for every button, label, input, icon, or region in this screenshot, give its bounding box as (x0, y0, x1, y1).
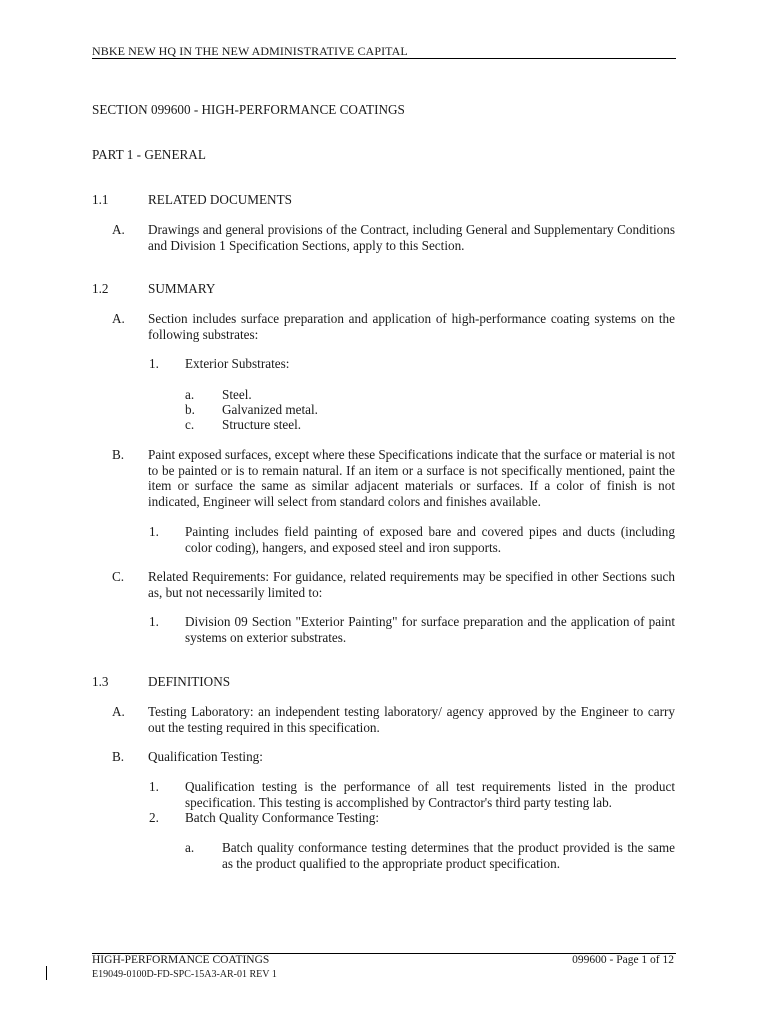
subparagraph-label: 2. (149, 810, 159, 825)
footer-document-reference: E19049-0100D-FD-SPC-15A3-AR-01 REV 1 (92, 969, 277, 980)
list-item-label: a. (185, 387, 195, 402)
list-item-text: Galvanized metal. (222, 402, 318, 417)
part-title: PART 1 - GENERAL (92, 147, 206, 162)
section-title: SECTION 099600 - HIGH-PERFORMANCE COATINGS (92, 102, 405, 117)
paragraph-label: C. (112, 569, 125, 584)
list-item-text: Batch quality conformance testing determines that the product provided is the same as the product qualified to the appropriate product specification. (222, 840, 675, 871)
subparagraph-text: Division 09 Section "Exterior Painting" for surface preparation and the application of paint systems on exterior substrates. (185, 614, 675, 645)
article-heading: DEFINITIONS (148, 674, 231, 689)
subparagraph-text: Qualification testing is the performance of all test requirements listed in the product specification. This testing is accomplished by Contractor's third party testing lab. (185, 779, 675, 810)
revision-bar (46, 966, 47, 980)
article-number: 1.2 (92, 281, 109, 296)
footer-page-number: 099600 - Page 1 of 12 (572, 954, 674, 966)
article-heading: RELATED DOCUMENTS (148, 192, 292, 207)
paragraph-label: A. (112, 222, 125, 237)
header-project-title: NBKE NEW HQ IN THE NEW ADMINISTRATIVE CAPITAL (92, 44, 408, 58)
paragraph-text: Testing Laboratory: an independent testing laboratory/ agency approved by the Engineer to carry out the testing required in this specification. (148, 704, 675, 735)
subparagraph-text: Batch Quality Conformance Testing: (185, 810, 380, 825)
paragraph-text: Related Requirements: For guidance, related requirements may be specified in other Sections such as, but not necessarily limited to: (148, 569, 675, 600)
list-item-text: Structure steel. (222, 417, 302, 432)
article-number: 1.3 (92, 674, 109, 689)
subparagraph-label: 1. (149, 524, 159, 539)
paragraph-text: Drawings and general provisions of the Contract, including General and Supplementary Conditions and Division 1 Specification Sections, apply to this Section. (148, 222, 675, 253)
footer-section-name: HIGH-PERFORMANCE COATINGS (92, 954, 270, 966)
subparagraph-label: 1. (149, 779, 159, 794)
paragraph-label: A. (112, 311, 125, 326)
subparagraph-text: Painting includes field painting of exposed bare and covered pipes and ducts (including color coding), hangers, and exposed steel and iron supports. (185, 524, 675, 555)
subparagraph-label: 1. (149, 356, 159, 371)
paragraph-text: Section includes surface preparation and application of high-performance coating systems on the following substrates: (148, 311, 675, 342)
list-item-label: a. (185, 840, 195, 855)
list-item-label: b. (185, 402, 195, 417)
list-item-label: c. (185, 417, 195, 432)
subparagraph-label: 1. (149, 614, 159, 629)
paragraph-label: B. (112, 447, 125, 462)
paragraph-text: Paint exposed surfaces, except where these Specifications indicate that the surface or material is not to be painted or is to remain natural. If an item or a surface is not specifically mentioned, paint the item or surface the same as similar adjacent materials or surfaces. If a color of finish is not indicated, Engineer will select from standard colors and finishes available. (148, 447, 675, 509)
article-number: 1.1 (92, 192, 109, 207)
subparagraph-text: Exterior Substrates: (185, 356, 290, 371)
header-rule (92, 58, 676, 59)
article-heading: SUMMARY (148, 281, 216, 296)
paragraph-label: A. (112, 704, 125, 719)
list-item-text: Steel. (222, 387, 252, 402)
paragraph-label: B. (112, 749, 125, 764)
paragraph-text: Qualification Testing: (148, 749, 263, 764)
